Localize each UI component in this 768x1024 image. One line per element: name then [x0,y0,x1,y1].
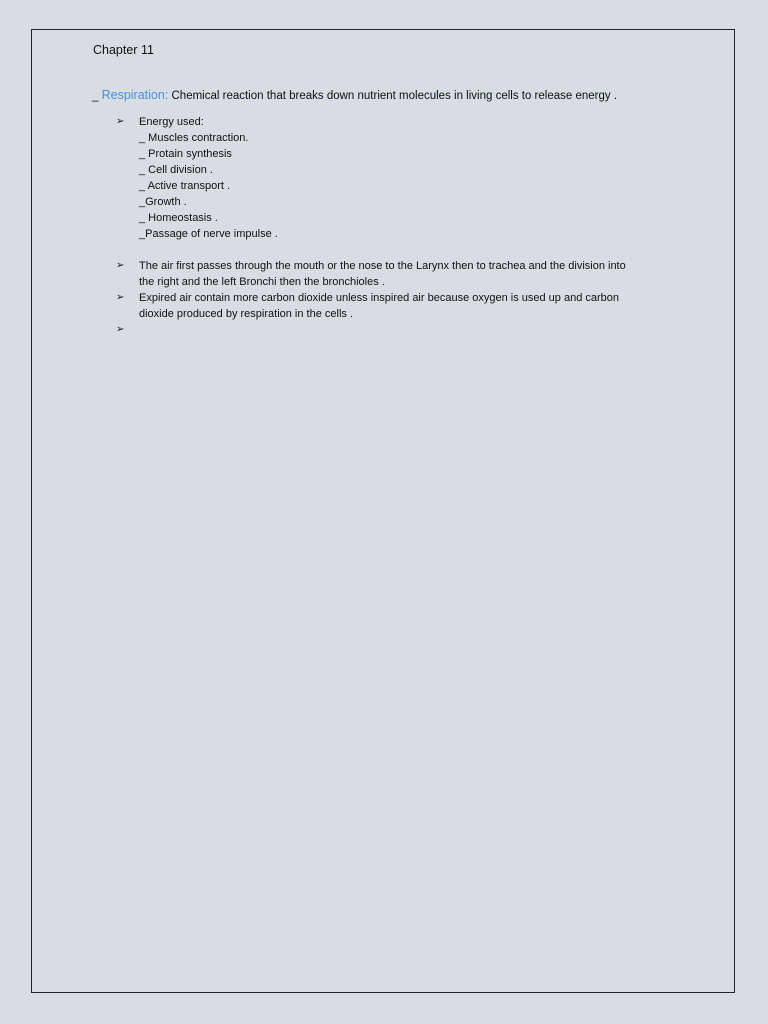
respiration-definition [92,88,617,102]
document-page [31,29,735,993]
list-item: _ Protain synthesis [139,148,232,160]
list-item: _ Muscles contraction. [139,132,249,144]
energy-used-heading: Energy used: [139,116,204,128]
list-item: _ Active transport . [139,180,231,192]
chapter-title: Chapter 11 [93,43,154,57]
arrow-bullet-icon: ➢ [116,324,125,335]
definition-text: Chemical reaction that breaks down nutrient molecules in living cells to release energy . [168,90,618,102]
arrow-bullet-icon: ➢ [116,116,125,127]
definition-term: Respiration: [101,88,169,102]
list-item: _Passage of nerve impulse . [139,228,278,240]
list-item: _Growth . [139,196,187,208]
arrow-bullet-icon: ➢ [116,292,125,303]
list-item: _ Cell division . [139,164,213,176]
expired-air-line: Expired air contain more carbon dioxide unless inspired air because oxygen is used up and carbon [139,292,620,304]
air-path-line: The air first passes through the mouth or the nose to the Larynx then to trachea and the division into [139,260,626,272]
list-item: _ Homeostasis . [139,212,218,224]
expired-air-line: dioxide produced by respiration in the cells . [139,308,354,320]
air-path-line: the right and the left Bronchi then the bronchioles . [139,276,385,288]
definition-prefix: _ [92,90,102,102]
arrow-bullet-icon: ➢ [116,260,125,271]
